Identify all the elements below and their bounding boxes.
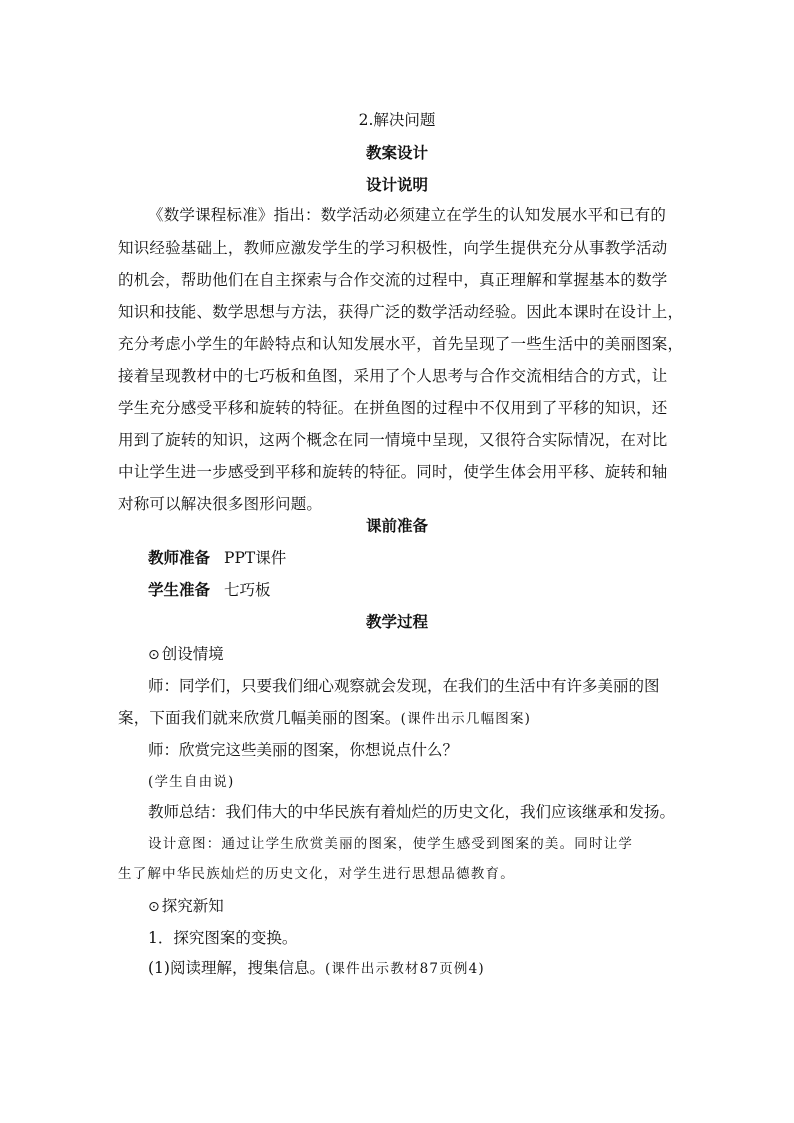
explain-line-10: 对称可以解决很多图形问题。 <box>118 495 323 513</box>
explain-line-3: 的机会，帮助他们在自主探索与合作交流的过程中，真正理解和掌握基本的数学 <box>118 271 668 289</box>
heading-design-explanation: 设计说明 <box>365 175 428 194</box>
s1-teacher-summary: 教师总结：我们伟大的中华民族有着灿烂的历史文化，我们应该继承和发扬。 <box>148 803 676 821</box>
s1-line-2-main: 案，下面我们就来欣赏几幅美丽的图案。 <box>118 709 401 727</box>
explain-line-9: 中让学生进一步感受到平移和旋转的特征。同时，使学生体会用平移、旋转和轴 <box>118 463 668 481</box>
section-explore-new-label: 探究新知 <box>161 897 224 915</box>
s1-line-3: 师：欣赏完这些美丽的图案，你想说点什么？ <box>148 741 459 759</box>
explain-line-7: 学生充分感受平移和旋转的特征。在拼鱼图的过程中不仅用到了平移的知识，还 <box>118 399 668 417</box>
section-create-situation <box>148 644 224 665</box>
explain-line-5: 充分考虑小学生的年龄特点和认知发展水平，首先呈现了一些生活中的美丽图案， <box>118 335 684 353</box>
s2-line-1: 1．探究图案的变换。 <box>148 929 298 947</box>
section-create-situation-label: 创设情境 <box>161 645 224 663</box>
prep-student-value: 七巧板 <box>224 581 271 599</box>
s2-line-2 <box>148 958 485 979</box>
prep-teacher <box>148 548 286 568</box>
prep-teacher-value: PPT课件 <box>224 549 287 567</box>
lesson-title: 2.解决问题 <box>358 111 436 129</box>
s1-design-intent-1: 设计意图：通过让学生欣赏美丽的图案，使学生感受到图案的美。同时让学 <box>148 836 634 852</box>
prep-student-label: 学生准备 <box>148 580 211 599</box>
s1-line-2-note: (课件出示几幅图案) <box>400 711 532 727</box>
s1-design-intent-2: 生了解中华民族灿烂的历史文化，对学生进行思想品德教育。 <box>118 866 515 882</box>
s2-line-2-note: (课件出示教材87页例4) <box>324 961 485 977</box>
s2-line-2-main: (1)阅读理解，搜集信息。 <box>148 959 325 977</box>
heading-teaching-process: 教学过程 <box>365 612 428 631</box>
circle-dot-icon: ⊙ <box>148 899 160 915</box>
section-explore-new <box>148 896 224 917</box>
explain-line-2: 知识经验基础上，教师应激发学生的学习积极性，向学生提供充分从事教学活动 <box>118 239 668 257</box>
heading-class-prep: 课前准备 <box>365 516 428 535</box>
s1-line-2 <box>118 708 678 729</box>
heading-lesson-design: 教案设计 <box>365 143 428 162</box>
prep-teacher-label: 教师准备 <box>148 548 211 567</box>
explain-line-1: 《数学课程标准》指出：数学活动必须建立在学生的认知发展水平和已有的 <box>148 206 667 224</box>
prep-student <box>148 580 271 600</box>
explain-line-4: 知识和技能、数学思想与方法，获得广泛的数学活动经验。因此本课时在设计上， <box>118 303 684 321</box>
s1-line-1: 师：同学们，只要我们细心观察就会发现，在我们的生活中有许多美丽的图 <box>148 677 660 695</box>
s1-line-4: (学生自由说) <box>148 774 235 790</box>
circle-dot-icon: ⊙ <box>148 647 160 663</box>
explain-line-6: 接着呈现教材中的七巧板和鱼图，采用了个人思考与合作交流相结合的方式，让 <box>118 367 668 385</box>
explain-line-8: 用到了旋转的知识，这两个概念在同一情境中呈现，又很符合实际情况，在对比 <box>118 431 668 449</box>
